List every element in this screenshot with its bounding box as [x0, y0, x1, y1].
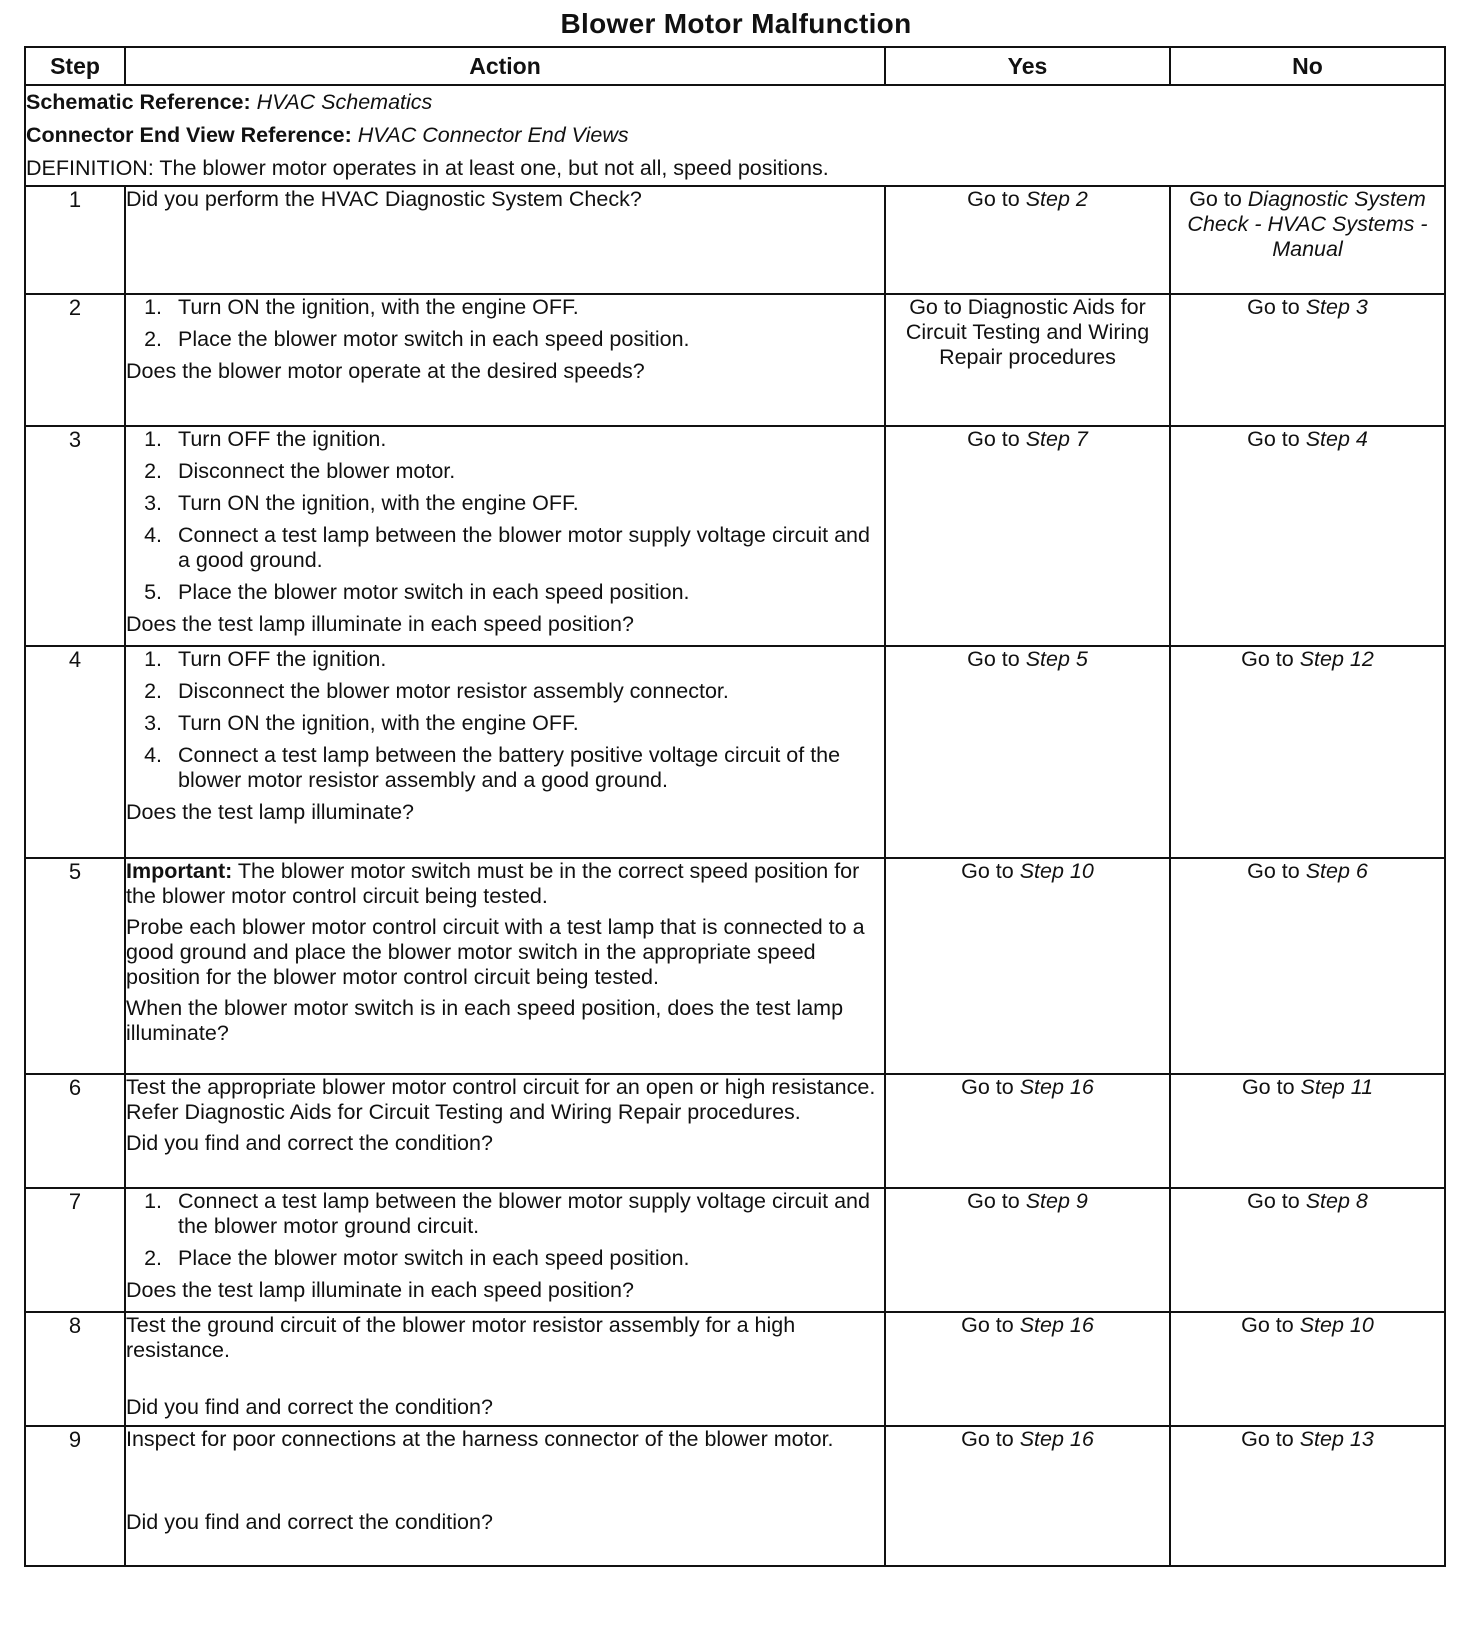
table-row	[25, 858, 1445, 1074]
step-number: 2	[25, 294, 125, 426]
yes-cell	[885, 646, 1170, 858]
header-step: Step	[25, 47, 125, 85]
question: Does the test lamp illuminate?	[126, 800, 415, 824]
yes-cell	[885, 186, 1170, 294]
step-number: 7	[25, 1188, 125, 1312]
no-target: Diagnostic System Check - HVAC Systems - Manual	[1187, 187, 1428, 261]
definition: DEFINITION: The blower motor operates in at least one, but not all, speed positions.	[26, 156, 829, 180]
yes-cell	[885, 858, 1170, 1074]
question: Did you find and correct the condition?	[126, 1510, 493, 1534]
list-item: 1. Turn ON the ignition, with the engine OFF.	[168, 295, 884, 320]
question: When the blower motor switch is in each speed position, does the test lamp illuminate?	[126, 996, 844, 1045]
spacer	[126, 1458, 884, 1510]
yes-cell	[885, 1426, 1170, 1566]
procedure-text: Test the appropriate blower motor control circuit for an open or high resistance. Refer Diagnostic Aids for Circuit Testing and Wiring Repair procedures.	[126, 1075, 876, 1124]
list-item: 2. Place the blower motor switch in each speed position.	[168, 327, 884, 352]
no-cell	[1170, 426, 1445, 646]
reference-row	[25, 85, 1445, 186]
question: Does the test lamp illuminate in each speed position?	[126, 612, 634, 636]
go-to-label: Go to	[967, 187, 1020, 211]
yes-target: Step 7	[1025, 427, 1088, 451]
list-item: 1. Turn OFF the ignition.	[168, 647, 884, 672]
step-number: 5	[25, 858, 125, 1074]
no-cell	[1170, 1426, 1445, 1566]
go-to-label: Go to	[961, 1313, 1014, 1337]
step-number: 1	[25, 186, 125, 294]
list-item: 2. Disconnect the blower motor.	[168, 459, 884, 484]
go-to-label: Go to	[967, 1189, 1020, 1213]
schematic-reference-label: Schematic Reference:	[26, 90, 251, 114]
yes-target: Step 2	[1025, 187, 1088, 211]
page-title: Blower Motor Malfunction	[560, 8, 912, 39]
yes-target: Step 16	[1019, 1427, 1094, 1451]
important-label: Important:	[126, 859, 233, 883]
list-item: 2. Place the blower motor switch in each speed position.	[168, 1246, 884, 1271]
step-number: 3	[25, 426, 125, 646]
yes-target: Step 16	[1019, 1075, 1094, 1099]
go-to-label: Go to	[961, 1075, 1014, 1099]
action-cell	[125, 1426, 885, 1566]
no-target: Step 13	[1299, 1427, 1374, 1451]
schematic-reference-value: HVAC Schematics	[256, 90, 433, 114]
spacer	[126, 1369, 884, 1395]
go-to-label: Go to	[961, 859, 1014, 883]
no-target: Step 12	[1299, 647, 1374, 671]
header-row	[25, 47, 1445, 85]
no-target: Step 3	[1305, 295, 1368, 319]
go-to-label: Go to	[1247, 295, 1300, 319]
important-note	[126, 859, 884, 909]
go-to-label: Go to	[1241, 647, 1294, 671]
no-target: Step 4	[1305, 427, 1368, 451]
table-row	[25, 1074, 1445, 1188]
table-row	[25, 1426, 1445, 1566]
action-cell	[125, 426, 885, 646]
procedure-text: Inspect for poor connections at the harness connector of the blower motor.	[126, 1427, 834, 1451]
table-row	[25, 186, 1445, 294]
action-cell	[125, 646, 885, 858]
no-target: Step 8	[1305, 1189, 1368, 1213]
reference-cell	[25, 85, 1445, 186]
go-to-label: Go to	[1241, 1313, 1294, 1337]
list-item: 3. Turn ON the ignition, with the engine OFF.	[168, 711, 884, 736]
list-item: 1. Turn OFF the ignition.	[168, 427, 884, 452]
list-item: 4. Connect a test lamp between the blower motor supply voltage circuit and a good ground.	[168, 523, 884, 573]
table-row	[25, 1188, 1445, 1312]
no-target: Step 11	[1300, 1075, 1374, 1099]
action-cell	[125, 186, 885, 294]
list-item: 3. Turn ON the ignition, with the engine OFF.	[168, 491, 884, 516]
no-cell	[1170, 858, 1445, 1074]
no-cell	[1170, 1312, 1445, 1426]
yes-cell	[885, 1312, 1170, 1426]
action-list	[126, 647, 884, 793]
diagnostic-table	[24, 46, 1446, 1567]
question: Does the blower motor operate at the desired speeds?	[126, 359, 645, 383]
go-to-label: Go to	[1247, 427, 1300, 451]
yes-target: Step 10	[1019, 859, 1094, 883]
yes-cell	[885, 1074, 1170, 1188]
connector-reference	[26, 119, 1444, 152]
go-to-label: Go to	[1241, 1427, 1294, 1451]
no-target: Step 10	[1299, 1313, 1374, 1337]
action-cell	[125, 858, 885, 1074]
no-target: Step 6	[1305, 859, 1368, 883]
procedure-text: Test the ground circuit of the blower motor resistor assembly for a high resistance.	[126, 1313, 796, 1362]
connector-reference-value: HVAC Connector End Views	[357, 123, 629, 147]
question: Did you find and correct the condition?	[126, 1395, 493, 1419]
go-to-label: Go to	[1247, 1189, 1300, 1213]
table-row	[25, 426, 1445, 646]
step-number: 6	[25, 1074, 125, 1188]
schematic-reference	[26, 86, 1444, 119]
action-list	[126, 1189, 884, 1271]
action-cell	[125, 1074, 885, 1188]
action-list	[126, 295, 884, 352]
go-to-label: Go to	[967, 647, 1020, 671]
yes-target: Step 16	[1019, 1313, 1094, 1337]
question: Did you find and correct the condition?	[126, 1131, 493, 1155]
yes-target: Step 5	[1025, 647, 1088, 671]
no-cell	[1170, 1188, 1445, 1312]
connector-reference-label: Connector End View Reference:	[26, 123, 352, 147]
yes-cell: Go to Diagnostic Aids for Circuit Testing and Wiring Repair procedures	[885, 294, 1170, 426]
question: Did you perform the HVAC Diagnostic System Check?	[126, 187, 642, 211]
step-number: 8	[25, 1312, 125, 1426]
go-to-label: Go to	[1247, 859, 1300, 883]
list-item: 5. Place the blower motor switch in each speed position.	[168, 580, 884, 605]
go-to-label: Go to	[967, 427, 1020, 451]
action-cell	[125, 294, 885, 426]
list-item: 4. Connect a test lamp between the battery positive voltage circuit of the blower motor resistor assembly and a good ground.	[168, 743, 884, 793]
question: Does the test lamp illuminate in each speed position?	[126, 1278, 634, 1302]
yes-target: Step 9	[1025, 1189, 1088, 1213]
no-cell	[1170, 1074, 1445, 1188]
table-row	[25, 646, 1445, 858]
yes-cell	[885, 1188, 1170, 1312]
action-list	[126, 427, 884, 605]
table-row	[25, 294, 1445, 426]
header-action: Action	[125, 47, 885, 85]
header-yes: Yes	[885, 47, 1170, 85]
step-number: 9	[25, 1426, 125, 1566]
no-cell	[1170, 186, 1445, 294]
important-text: The blower motor switch must be in the correct speed position for the blower motor control circuit being tested.	[126, 859, 860, 908]
action-cell	[125, 1188, 885, 1312]
go-to-label: Go to	[961, 1427, 1014, 1451]
list-item: 1. Connect a test lamp between the blower motor supply voltage circuit and the blower motor ground circuit.	[168, 1189, 884, 1239]
header-no: No	[1170, 47, 1445, 85]
procedure-text: Probe each blower motor control circuit with a test lamp that is connected to a good ground and place the blower motor switch in the appropriate speed position for the blower motor control circuit being tested.	[126, 915, 865, 989]
list-item: 2. Disconnect the blower motor resistor assembly connector.	[168, 679, 884, 704]
action-cell	[125, 1312, 885, 1426]
table-row	[25, 1312, 1445, 1426]
go-to-label: Go to	[1241, 1075, 1295, 1099]
yes-cell	[885, 426, 1170, 646]
step-number: 4	[25, 646, 125, 858]
go-to-label: Go to	[1189, 187, 1242, 211]
no-cell	[1170, 294, 1445, 426]
no-cell	[1170, 646, 1445, 858]
